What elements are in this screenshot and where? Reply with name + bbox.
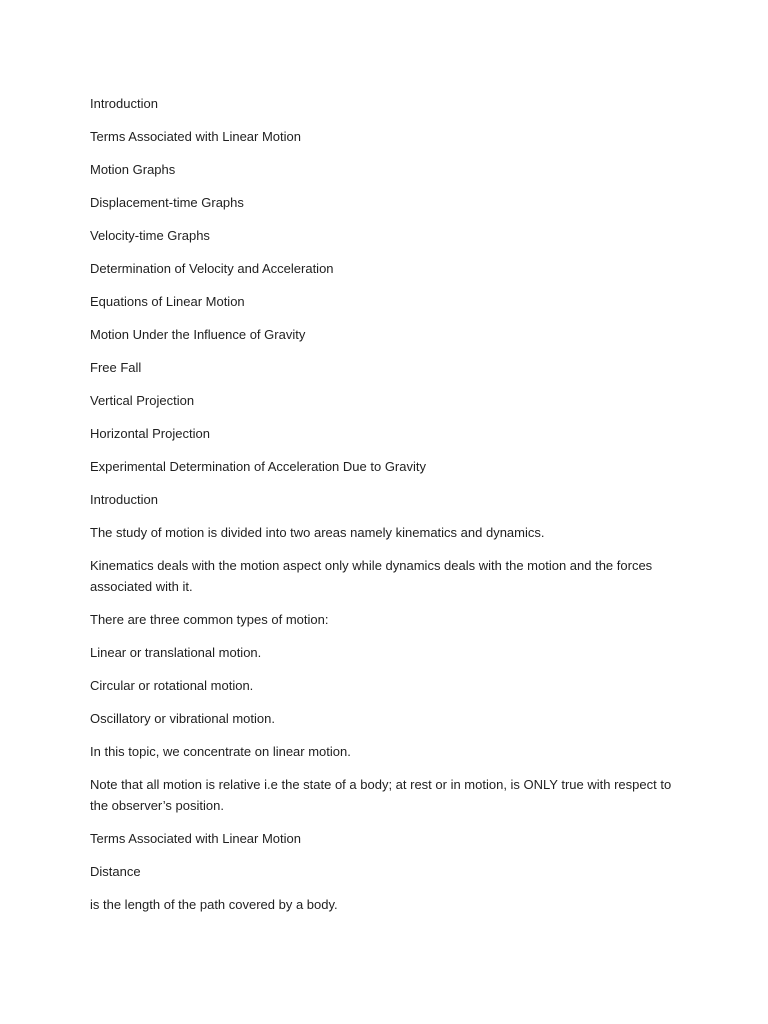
toc-item-velocity-time-graphs: Velocity-time Graphs (90, 228, 210, 243)
toc-item-displacement-time-graphs: Displacement-time Graphs (90, 195, 244, 210)
section-heading-terms-linear-motion: Terms Associated with Linear Motion (90, 831, 301, 846)
body-paragraph: There are three common types of motion: (90, 612, 329, 627)
body-paragraph: Note that all motion is relative i.e the state of a body; at rest or in motion, is ONLY true with respect to the observer’s position. (90, 777, 672, 813)
toc-item-introduction: Introduction (90, 96, 158, 111)
toc-item-velocity-acceleration: Determination of Velocity and Acceleration (90, 261, 334, 276)
term-definition: is the length of the path covered by a body. (90, 897, 338, 912)
body-paragraph: Kinematics deals with the motion aspect only while dynamics deals with the motion and the forces associated with it. (90, 558, 653, 594)
motion-type-item: Linear or translational motion. (90, 645, 262, 660)
toc-item-free-fall: Free Fall (90, 360, 142, 375)
section-heading-introduction: Introduction (90, 492, 158, 507)
toc-item-terms-linear-motion: Terms Associated with Linear Motion (90, 129, 301, 144)
body-paragraph: In this topic, we concentrate on linear motion. (90, 744, 351, 759)
toc-item-motion-graphs: Motion Graphs (90, 162, 176, 177)
toc-item-vertical-projection: Vertical Projection (90, 393, 195, 408)
toc-item-experimental-gravity: Experimental Determination of Acceleration Due to Gravity (90, 459, 426, 474)
toc-item-motion-gravity: Motion Under the Influence of Gravity (90, 327, 306, 342)
document-body (90, 93, 675, 927)
motion-type-item: Circular or rotational motion. (90, 678, 254, 693)
toc-item-horizontal-projection: Horizontal Projection (90, 426, 210, 441)
motion-type-item: Oscillatory or vibrational motion. (90, 711, 275, 726)
body-paragraph: The study of motion is divided into two areas namely kinematics and dynamics. (90, 525, 545, 540)
toc-item-equations-linear-motion: Equations of Linear Motion (90, 294, 245, 309)
term-heading-distance: Distance (90, 864, 141, 879)
